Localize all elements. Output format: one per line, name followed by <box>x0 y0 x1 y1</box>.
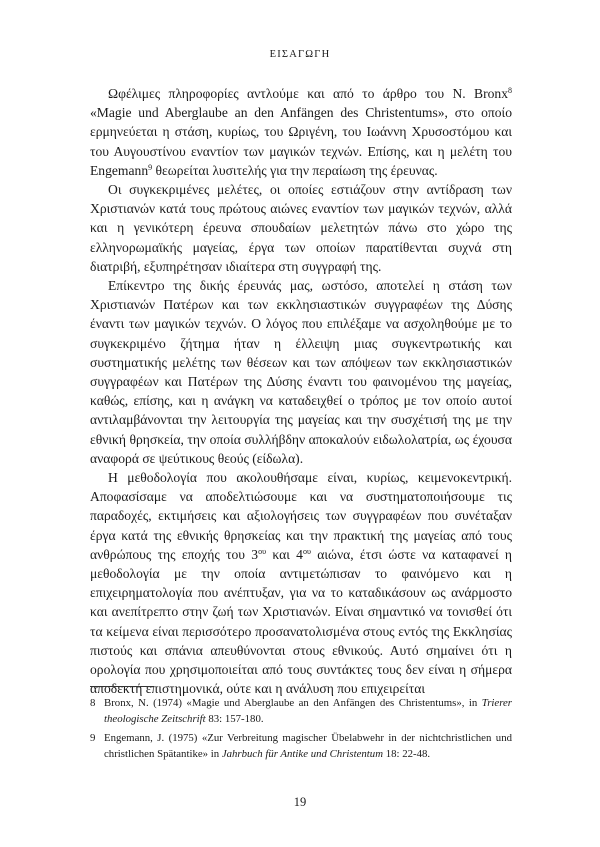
footnote-citation: 83: 157-180. <box>205 712 264 725</box>
paragraph-3: Επίκεντρο της δικής έρευνάς μας, ωστόσο, αποτελεί η στάση των Χριστιανών Πατέρων και των εκκλησιαστικών συγγραφέων της Δύσης έναντι των μαγικών τεχνών. Ο λόγος που επιλέξαμε να ασχοληθούμε με το συγκεκριμένο ζήτημα ήταν η έλλειψη μιας συγκεντρωτικής και συστηματικής μελέτης των θέσεων και των απόψεων των εκκλησιαστικών συγγραφέων και Πατέρων της Δύσης έναντι του φαινομένου της μαγείας, καθώς, επίσης, και η ανάγκη να καταδειχθεί ο τρόπος με τον οποίο αυτοί αντιλαμβάνονται την λειτουργία της μαγείας και την συσχέτισή της με την εθνική θρησκεία, την οποία συλλήβδην αποκαλούν ειδωλολατρία, ως έχουσα αναφορά σε ψεύτικους θεούς (είδωλα). <box>90 278 512 466</box>
footnote-8 <box>90 696 512 727</box>
footnotes <box>90 696 512 766</box>
footnote-citation: 18: 22-48. <box>383 747 431 760</box>
footnote-rule <box>90 686 154 687</box>
paragraph-1-text: Ωφέλιμες πληροφορίες αντλούμε και από το άρθρο του Ν. Bronx <box>108 86 508 101</box>
century-ordinal: ου <box>258 546 267 556</box>
paragraph-4-text-end: αιώνα, έτσι ώστε να καταφανεί η μεθοδολογία με την οποία αντιμετώπισαν το φαινόμενο και η επιχειρηματολογία που ανέπτυξαν, για να το καταδικάσουν ως ανάρμοστο και ανεπίτρεπτο στην ζωή των Χριστιανών. Είναι σημαντικό να τονισθεί ότι τα κείμενα είναι περισσότερο προσανατολισμένα στους εντός της Εκκλησίας πιστούς και σπάνια απευθύνονται στους εθνικούς. Αυτό σημαίνει ότι η ορολογία που χρησιμοποιείται από τους συντάκτες τους δεν είναι η σήμερα αποδεκτή επιστημονικά, ούτε και η ανάλυση που επιχειρείται <box>90 546 513 697</box>
footnote-text: Bronx, N. (1974) «Magie und Aberglaube an den Anfängen des Christentums», in <box>104 697 482 709</box>
paragraph-1-text-cont: «Magie und Aberglaube an den Anfängen des Christentums», στο οποίο ερμηνεύεται η στάση, κυρίως, του Ωριγένη, του Ιωάννη Χρυσοστόμου και του Αυγουστίνου εναντίον των μαγικών τεχνών. Επίσης, και η μελέτη του Engemann <box>90 105 512 178</box>
paragraph-2: Οι συγκεκριμένες μελέτες, οι οποίες εστιάζουν στην αντίδραση των Χριστιανών κατά τους πρώτους αιώνες εναντίον των μαγικών τεχνών, αλλά και η γενικότερη έρευνα σπουδαίων μελετητών πάνω στο χώρο της ελληνορωμαϊκής μαγείας, έργα των οποίων παρατίθενται συχνά στη διατριβή, εξυπηρέτησαν ιδιαίτερα στη συγγραφή της. <box>90 182 512 274</box>
paragraph-4 <box>90 468 512 698</box>
journal-title: Jahrbuch für Antike und Christentum <box>221 747 383 760</box>
page-number: 19 <box>293 795 307 809</box>
footnote-ref-8: 8 <box>508 86 512 95</box>
paragraph-1 <box>90 84 512 180</box>
paragraph-4-text-cont: και 4 <box>266 546 303 562</box>
paragraph-1-text-end: θεωρείται λυσιτελής για την περαίωση της έρευνας. <box>152 162 438 178</box>
footnote-number: 9 <box>90 732 96 744</box>
footnote-ref-9: 9 <box>148 162 153 172</box>
body-text <box>90 84 512 699</box>
running-head: ΕΙΣΑΓΩΓΗ <box>269 49 331 60</box>
footnote-number: 8 <box>90 697 96 709</box>
footnote-text: Engemann, J. (1975) «Zur Verbreitung magischer Übelabwehr in der nichtchristlichen und christlichen Spätantike» in <box>104 732 512 760</box>
footnote-9 <box>90 731 512 762</box>
century-ordinal: ου <box>302 546 311 556</box>
journal-title: Trierer theologische Zeitschrift <box>104 697 512 725</box>
paragraph-4-text: Η μεθοδολογία που ακολουθήσαμε είναι, κυρίως, κειμενοκεντρική. Αποφασίσαμε να αποδελτιώσουμε και να συστηματοποιήσουμε τις παραδοχές, εκτιμήσεις και αξιολογήσεις των συγγραφέων που συνέταξαν έργα κατά της εθνικής θρησκείας και την πρακτική της μαγείας από τους ανθρώπους της εποχής του 3 <box>90 470 512 562</box>
